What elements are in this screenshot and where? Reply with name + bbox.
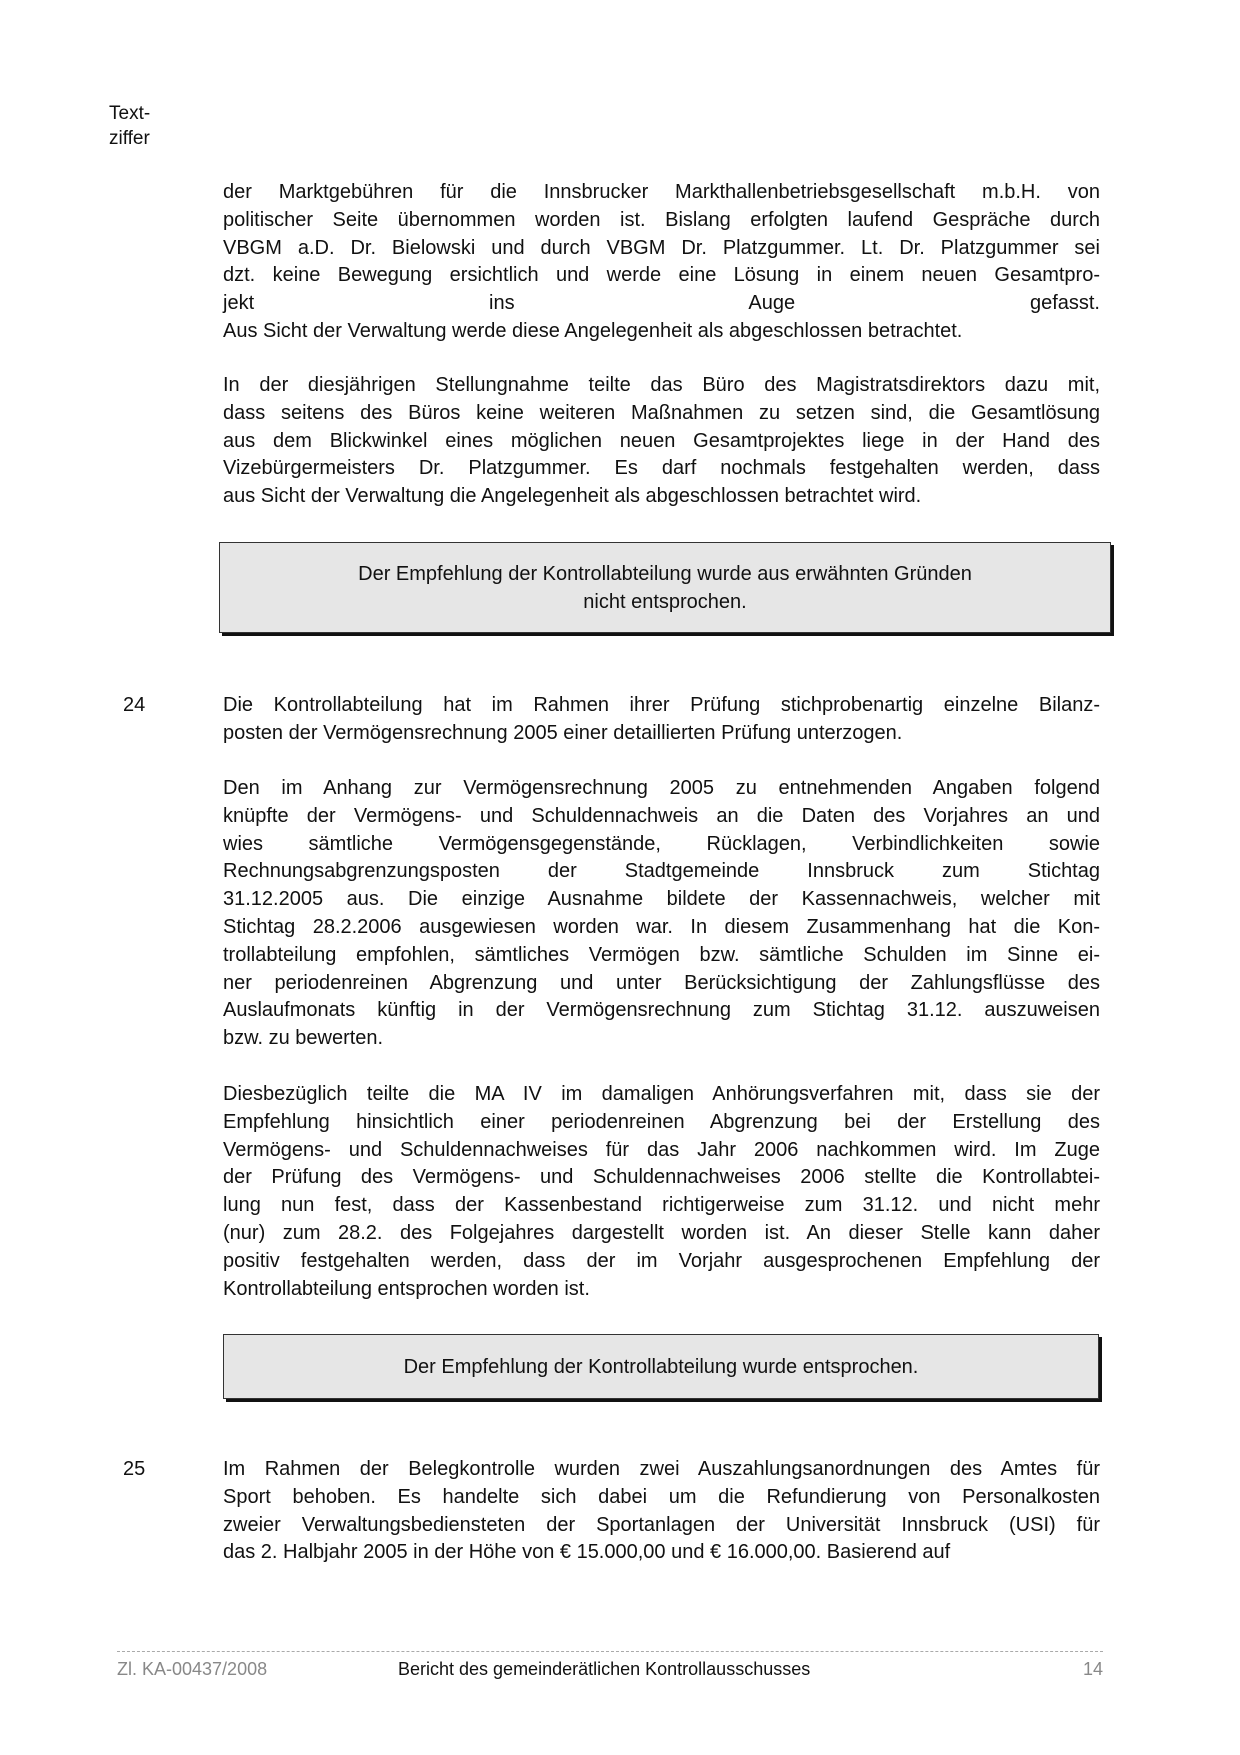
margin-label-line: ziffer xyxy=(109,128,150,149)
box-text: Der Empfehlung der Kontrollabteilung wurde aus erwähnten Gründen xyxy=(358,563,972,585)
text-line: aus dem Blickwinkel eines möglichen neuen Gesamtprojektes liege in der Hand des xyxy=(223,429,1100,452)
text-line: 31.12.2005 aus. Die einzige Ausnahme bildete der Kassennachweis, welcher mit xyxy=(223,888,1100,911)
recommendation-box xyxy=(223,1334,1099,1399)
section-24-paragraph-1 xyxy=(223,692,1100,748)
text-line: Den im Anhang zur Vermögensrechnung 2005 zu entnehmenden Angaben folgend xyxy=(223,777,1100,799)
text-line: Vizebürgermeisters Dr. Platzgummer. Es darf nochmals festgehalten werden, dass xyxy=(223,457,1100,480)
text-line: posten der Vermögensrechnung 2005 einer detaillierten Prüfung unterzogen. xyxy=(223,721,903,744)
text-line: Die Kontrollabteilung hat im Rahmen ihrer Prüfung stichprobenartig einzelne Bilanz- xyxy=(223,694,1100,716)
section-number: 25 xyxy=(123,1458,146,1480)
text-line: trollabteilung empfohlen, sämtliches Vermögen bzw. sämtliche Schulden im Sinne ei- xyxy=(223,943,1100,966)
intro-paragraph-2 xyxy=(223,372,1100,511)
text-line: Rechnungsabgrenzungsposten der Stadtgemeinde Innsbruck zum Stichtag xyxy=(223,860,1100,883)
text-line: Aus Sicht der Verwaltung werde diese Angelegenheit als abgeschlossen betrachtet. xyxy=(223,319,963,342)
text-line: bzw. zu bewerten. xyxy=(223,1027,384,1050)
footer-divider xyxy=(117,1651,1103,1652)
text-line: wies sämtliche Vermögensgegenstände, Rücklagen, Verbindlichkeiten sowie xyxy=(223,832,1100,855)
text-line: VBGM a.D. Dr. Bielowski und durch VBGM Dr. Platzgummer. Lt. Dr. Platzgummer sei xyxy=(223,236,1100,259)
section-24-paragraph-2 xyxy=(223,775,1100,1053)
text-line: der Marktgebühren für die Innsbrucker Markthallenbetriebsgesellschaft m.b.H. von xyxy=(223,181,1100,203)
text-line: Kontrollabteilung entsprochen worden ist. xyxy=(223,1277,590,1300)
section-24-paragraph-3 xyxy=(223,1081,1100,1303)
text-line: (nur) zum 28.2. des Folgejahres dargestellt worden ist. An dieser Stelle kann daher xyxy=(223,1221,1100,1244)
margin-label-line: Text- xyxy=(109,103,151,124)
text-line: dass seitens des Büros keine weiteren Maßnahmen zu setzen sind, die Gesamtlösung xyxy=(223,401,1100,424)
text-line: positiv festgehalten werden, dass der im Vorjahr ausgesprochenen Empfehlung der xyxy=(223,1249,1100,1272)
intro-paragraph-1 xyxy=(223,179,1100,346)
text-line: Sport behoben. Es handelte sich dabei um die Refundierung von Personalkosten xyxy=(223,1485,1100,1508)
text-line: aus Sicht der Verwaltung die Angelegenheit als abgeschlossen betrachtet wird. xyxy=(223,485,922,508)
section-number: 24 xyxy=(123,694,146,716)
box-text: nicht entsprochen. xyxy=(583,591,747,613)
footer-reference: Zl. KA-00437/2008 xyxy=(117,1659,268,1679)
text-line: der Prüfung des Vermögens- und Schuldennachweises 2006 stellte die Kontrollabtei- xyxy=(223,1166,1100,1189)
text-line: zweier Verwaltungsbediensteten der Sportanlagen der Universität Innsbruck (USI) für xyxy=(223,1513,1100,1536)
text-line: das 2. Halbjahr 2005 in der Höhe von € 15.000,00 und € 16.000,00. Basierend auf xyxy=(223,1541,951,1564)
text-line: Diesbezüglich teilte die MA IV im damaligen Anhörungsverfahren mit, dass sie der xyxy=(223,1083,1100,1105)
text-line: politischer Seite übernommen worden ist. Bislang erfolgten laufend Gespräche durch xyxy=(223,208,1100,231)
text-line: Empfehlung hinsichtlich einer periodenreinen Abgrenzung bei der Erstellung des xyxy=(223,1110,1100,1133)
text-line: lung nun fest, dass der Kassenbestand richtigerweise zum 31.12. und nicht mehr xyxy=(223,1194,1100,1217)
text-line: In der diesjährigen Stellungnahme teilte das Büro des Magistratsdirektors dazu mit, xyxy=(223,374,1100,396)
text-line: ner periodenreinen Abgrenzung und unter Berücksichtigung der Zahlungsflüsse des xyxy=(223,971,1100,994)
text-line: Vermögens- und Schuldennachweises für das Jahr 2006 nachkommen wird. Im Zuge xyxy=(223,1138,1100,1161)
text-line: Im Rahmen der Belegkontrolle wurden zwei Auszahlungsanordnungen des Amtes für xyxy=(223,1458,1100,1480)
box-text: Der Empfehlung der Kontrollabteilung wurde entsprochen. xyxy=(403,1356,919,1378)
text-line: dzt. keine Bewegung ersichtlich und werde eine Lösung in einem neuen Gesamtpro- xyxy=(223,264,1100,287)
text-line: Auslaufmonats künftig in der Vermögensrechnung zum Stichtag 31.12. auszuweisen xyxy=(223,999,1100,1022)
section-25-paragraph-1 xyxy=(223,1456,1100,1567)
text-line: jekt ins Auge gefasst. xyxy=(223,292,1100,315)
footer-title: Bericht des gemeinderätlichen Kontrollausschusses xyxy=(398,1659,811,1679)
text-line: Stichtag 28.2.2006 ausgewiesen worden war. In diesem Zusammenhang hat die Kon- xyxy=(223,915,1100,938)
recommendation-box xyxy=(219,542,1111,633)
text-line: knüpfte der Vermögens- und Schuldennachweis an die Daten des Vorjahres an und xyxy=(223,804,1100,827)
page-number: 14 xyxy=(1082,1659,1103,1679)
margin-label xyxy=(109,101,150,151)
